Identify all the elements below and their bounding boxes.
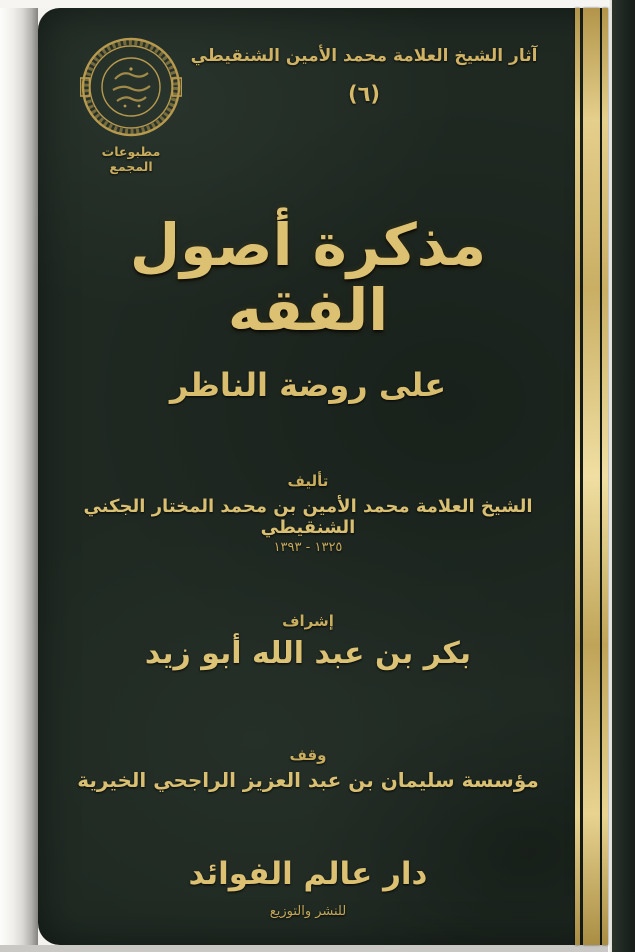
seal-caption: مطبوعات المجمع [101,144,161,174]
academy-seal-icon [80,36,182,138]
publisher-tagline: للنشر والتوزيع [269,904,347,919]
waqf-label: وقف [289,746,327,764]
scan-left-margin [0,0,38,952]
scan-bottom-margin [0,945,612,952]
gold-spine-band-thin [575,8,580,945]
author-dates: ١٣٢٥ - ١٣٩٣ [273,540,343,555]
author-name: الشيخ العلامة محمد الأمين بن محمد المختار الجكني الشنقيطي [83,496,533,538]
supervision-label: إشراف [282,612,334,630]
series-title: آثار الشيخ العلامة محمد الأمين الشنقيطي [190,46,538,66]
waqf-foundation-name: مؤسسة سليمان بن عبد العزيز الراجحي الخيرية [77,768,539,792]
supervisor-name: بكر بن عبد الله أبو زيد [144,636,472,671]
series-volume-number: (٦) [347,82,381,106]
book-title: مذكرة أصول الفقه [129,211,487,344]
cover-fold-edge [612,0,635,952]
book-subtitle: على روضة الناظر [169,366,447,404]
gold-spine-band-wide [583,8,600,945]
series-block [174,46,554,106]
front-cover [38,8,608,945]
gold-spine-band-mid [602,8,608,945]
author-label: تأليف [287,472,329,490]
publisher-name: دار عالم الفوائد [188,856,428,892]
scan-top-margin [0,0,612,8]
